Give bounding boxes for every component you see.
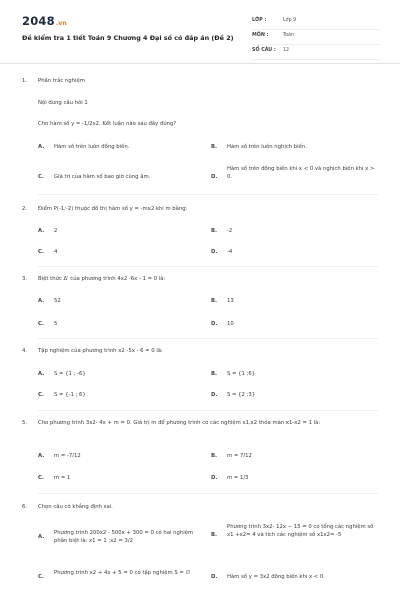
meta-label: MÔN : — [252, 33, 269, 38]
meta-value: Lớp 9 — [283, 18, 297, 23]
option-text: S = {-1 ; 6} — [54, 392, 86, 398]
option-letter: B. — [211, 144, 218, 150]
option-letter: A. — [38, 228, 45, 234]
question-number: 4. — [22, 348, 28, 354]
option-text: 2 — [54, 228, 58, 234]
option-text: m = 7/12 — [227, 453, 252, 459]
question-number: 5. — [22, 420, 28, 426]
question-divider — [38, 266, 378, 267]
option-text: 10 — [227, 321, 234, 327]
option-letter: D. — [211, 249, 218, 255]
option-text: 4 — [54, 249, 58, 255]
question-divider — [38, 410, 378, 411]
question-divider — [38, 493, 378, 494]
option-text: 13 — [227, 298, 234, 304]
option-text: Hàm số y = 3x2 đồng biến khi x < 0. — [227, 574, 325, 580]
question-number: 2. — [22, 206, 28, 212]
option-letter: D. — [211, 392, 218, 398]
page-title: Đề kiểm tra 1 tiết Toán 9 Chương 4 Đại số có đáp án (Đề 2) — [22, 34, 234, 42]
option-letter: B. — [211, 228, 218, 234]
meta-label: LỚP : — [252, 18, 267, 23]
option-letter: C. — [38, 574, 44, 580]
question-number: 6. — [22, 504, 28, 510]
option-text: Hàm số trên luôn đồng biến. — [54, 144, 130, 150]
option-text: Giá trị của hàm số bao giờ cũng âm. — [54, 174, 151, 180]
option-letter: D. — [211, 174, 218, 180]
exam-meta — [252, 15, 380, 60]
option-text: 5 — [54, 321, 58, 327]
option-text: Hàm số trên đồng biến khi x < 0 và nghịch biến khi x > 0. — [227, 166, 375, 180]
option-letter: C. — [38, 249, 44, 255]
option-letter: A. — [38, 298, 45, 304]
meta-value: 12 — [283, 48, 290, 53]
question-subtitle: Nội dung câu hỏi 1 — [38, 100, 88, 106]
option-letter: D. — [211, 475, 218, 481]
option-text: Phương trình 3x2- 12x − 15 = 0 có tổng các nghiệm số x1 +x2= 4 và tích các nghiệm số x1x2= -5 — [227, 524, 374, 538]
question-text: Cho phương trình 3x2- 4x + m = 0. Giá trị m để phương trình có các nghiệm x1,x2 thỏa mãn x1-x2 = 1 là: — [38, 420, 321, 426]
option-text: m = -7/12 — [54, 453, 81, 459]
option-text: S = {1 ; -6} — [54, 371, 86, 377]
option-text: 52 — [54, 298, 61, 304]
option-text: m = 1 — [54, 475, 71, 481]
question-text: Phần trắc nghiệm — [38, 78, 85, 84]
header-divider — [0, 63, 400, 64]
meta-subject — [252, 30, 380, 45]
option-letter: B. — [211, 298, 218, 304]
option-letter: B. — [211, 532, 218, 538]
option-text: S = {2 ;3} — [227, 392, 256, 398]
option-letter: C. — [38, 174, 44, 180]
option-letter: D. — [211, 321, 218, 327]
option-letter: A. — [38, 534, 45, 540]
option-text: -4 — [227, 249, 233, 255]
question-divider — [38, 194, 378, 195]
option-text: Hàm số trên luôn nghịch biến. — [227, 144, 307, 150]
question-text: Biệt thức Δ' của phương trình 4x2 -6x - 1 = 0 là: — [38, 276, 166, 282]
meta-count — [252, 45, 380, 60]
option-letter: B. — [211, 453, 218, 459]
question-number: 3. — [22, 276, 28, 282]
option-letter: A. — [38, 144, 45, 150]
option-text: -2 — [227, 228, 233, 234]
option-text: S = {1 ;6} — [227, 371, 256, 377]
page-header — [0, 0, 400, 62]
option-text: m = 1/3 — [227, 475, 249, 481]
question-prompt: Cho hàm số y = -1/2x2. Kết luận nào sau đây đúng? — [38, 121, 177, 127]
question-text: Tập nghiệm của phương trình x2 -5x - 6 = 0 là: — [38, 348, 163, 354]
option-letter: C. — [38, 392, 44, 398]
option-letter: D. — [211, 574, 218, 580]
option-letter: A. — [38, 453, 45, 459]
option-letter: C. — [38, 321, 44, 327]
question-divider — [38, 338, 378, 339]
logo-sub: .vn — [55, 20, 67, 27]
question-text: Chọn câu có khẳng định sai. — [38, 504, 113, 510]
site-logo[interactable] — [22, 14, 67, 28]
option-letter: C. — [38, 475, 44, 481]
logo-main: 2048 — [22, 14, 55, 28]
meta-value: Toán — [283, 33, 295, 38]
meta-class — [252, 15, 380, 30]
question-text: Điểm P(-1;-2) thuộc đồ thị hàm số y = -mx2 khi m bằng: — [38, 206, 188, 212]
meta-label: SỐ CÂU : — [252, 48, 276, 53]
question-number: 1. — [22, 78, 28, 84]
option-letter: B. — [211, 371, 218, 377]
option-letter: A. — [38, 371, 45, 377]
option-text: Phương trình x2 + 4x + 5 = 0 có tập nghiệm S = ∅ — [54, 570, 191, 576]
option-text: Phương trình 200x2 - 500x + 300 = 0 có hai nghiệm phân biệt là: x1 = 1 ;x2 = 3/2 — [54, 530, 194, 544]
